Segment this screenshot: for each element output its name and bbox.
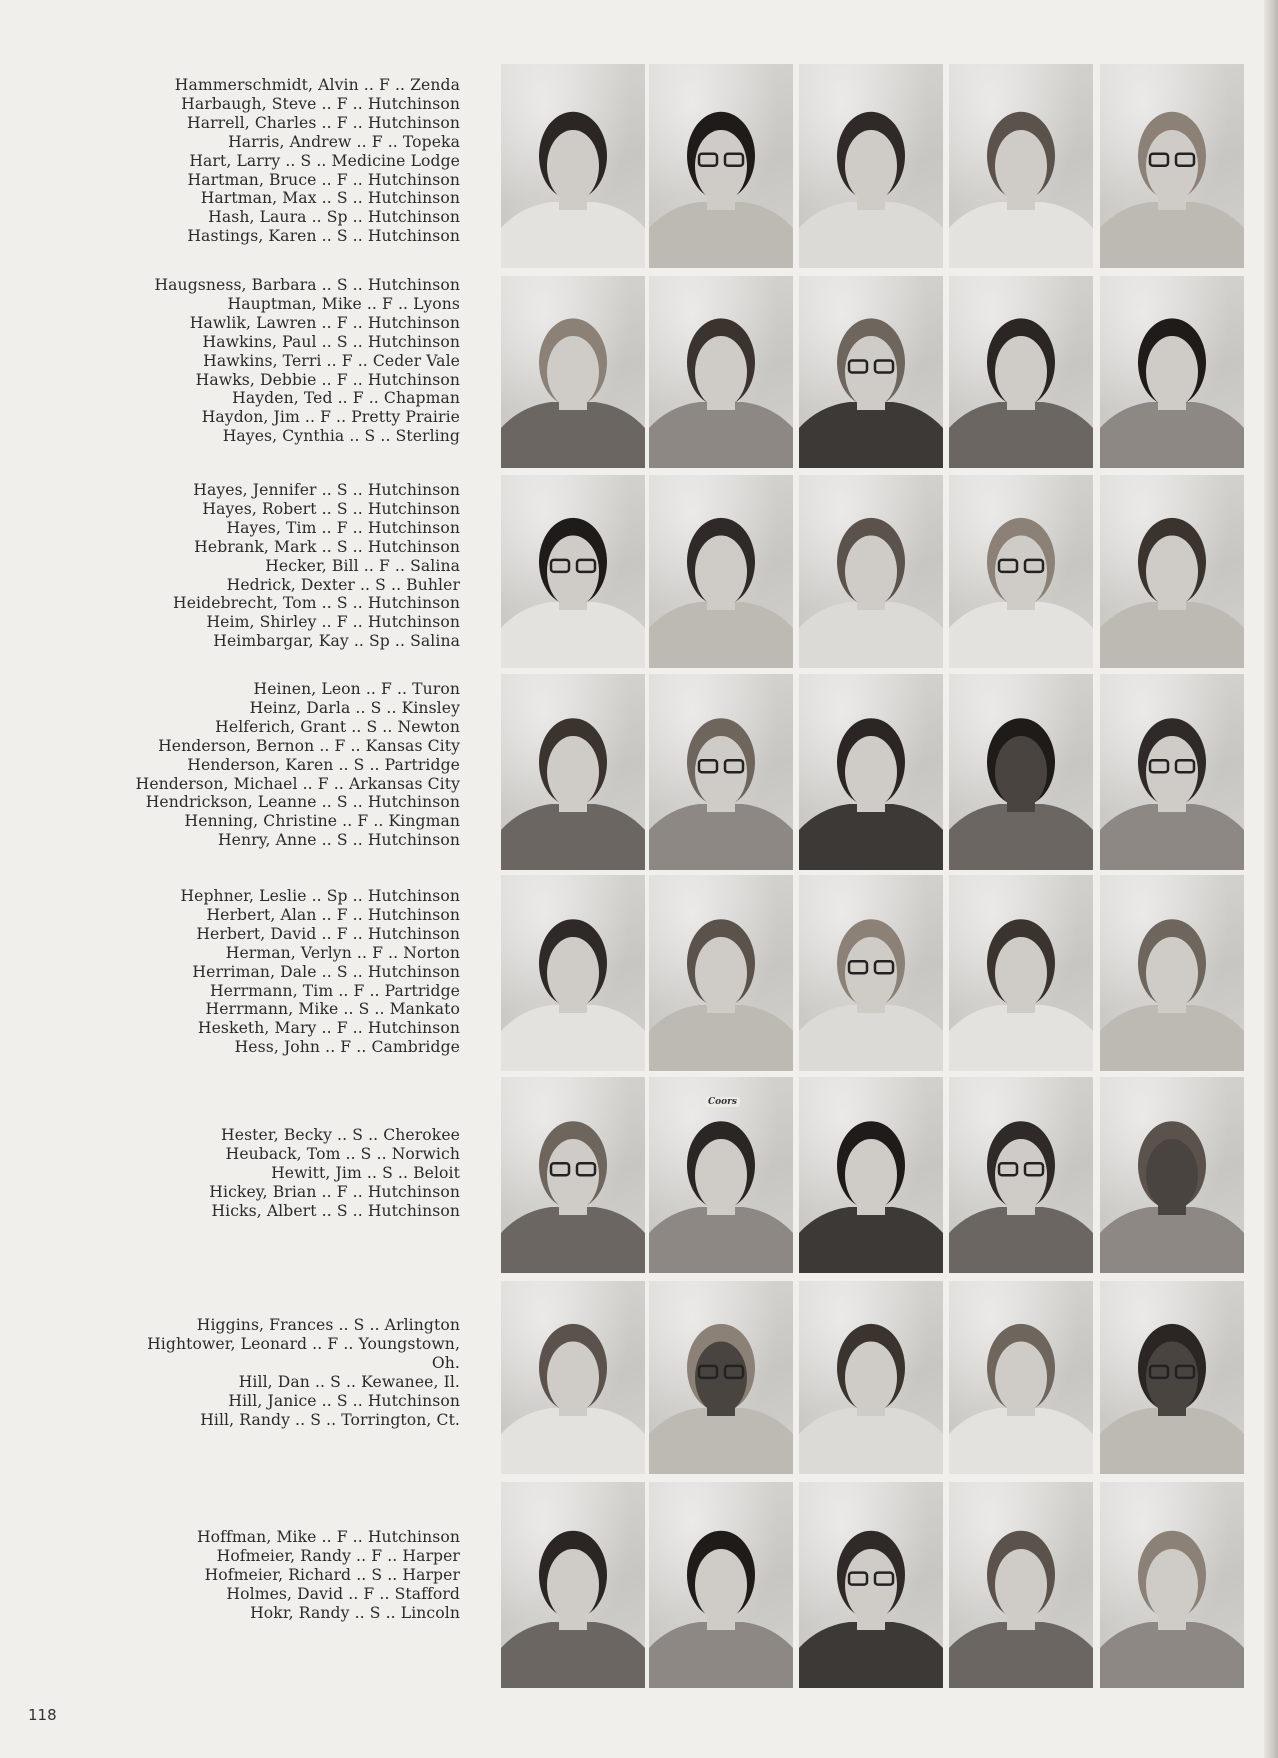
name-group (0, 1316, 460, 1429)
student-entry: Hecker, Bill .. F .. Salina (265, 556, 460, 575)
student-portrait (799, 674, 943, 870)
student-entry: Hayes, Cynthia .. S .. Sterling (222, 427, 460, 446)
student-portrait (1100, 64, 1244, 268)
student-portrait (501, 276, 645, 468)
student-entry: Hedrick, Dexter .. S .. Buhler (226, 575, 460, 594)
student-entry: Hephner, Leslie .. Sp .. Hutchinson (180, 887, 460, 905)
student-entry: Herman, Verlyn .. F .. Norton (225, 943, 460, 962)
student-portrait (1100, 674, 1244, 870)
student-portrait (949, 1281, 1093, 1474)
student-entry: Holmes, David .. F .. Stafford (226, 1584, 460, 1603)
student-entry: Hess, John .. F .. Cambridge (234, 1038, 460, 1057)
page-number: 118 (28, 1706, 57, 1724)
student-entry: Heim, Shirley .. F .. Hutchinson (206, 613, 460, 632)
student-entry: Hester, Becky .. S .. Cherokee (221, 1126, 460, 1144)
student-entry: Hawks, Debbie .. F .. Hutchinson (195, 370, 460, 389)
student-entry: Hebrank, Mark .. S .. Hutchinson (194, 537, 460, 556)
student-entry: Hastings, Karen .. S .. Hutchinson (187, 227, 460, 246)
student-portrait (799, 1482, 943, 1688)
student-entry: Hawlik, Lawren .. F .. Hutchinson (189, 313, 460, 332)
student-entry: Hill, Dan .. S .. Kewanee, Il. (238, 1372, 460, 1391)
student-entry: Herriman, Dale .. S .. Hutchinson (192, 962, 460, 981)
student-portrait (649, 64, 793, 268)
student-entry: Heinz, Darla .. S .. Kinsley (249, 698, 460, 717)
student-entry: Haugsness, Barbara .. S .. Hutchinson (154, 276, 460, 294)
student-portrait (799, 1077, 943, 1273)
name-group (0, 1126, 460, 1221)
student-entry: Hoffman, Mike .. F .. Hutchinson (196, 1528, 460, 1546)
student-entry: Hesketh, Mary .. F .. Hutchinson (197, 1019, 460, 1038)
student-portrait (799, 1281, 943, 1474)
student-portrait (799, 475, 943, 668)
student-entry: Henderson, Michael .. F .. Arkansas City (135, 774, 460, 793)
student-portrait (649, 1482, 793, 1688)
student-entry: Hill, Randy .. S .. Torrington, Ct. (200, 1410, 460, 1429)
student-entry: Hightower, Leonard .. F .. Youngstown, (147, 1334, 460, 1353)
student-entry: Henderson, Bernon .. F .. Kansas City (158, 736, 460, 755)
student-portrait (501, 64, 645, 268)
student-portrait (949, 1077, 1093, 1273)
student-entry: Hayes, Jennifer .. S .. Hutchinson (193, 481, 460, 499)
portrait-grid (501, 64, 1250, 1688)
student-portrait (949, 875, 1093, 1071)
student-entry: Higgins, Frances .. S .. Arlington (196, 1316, 460, 1334)
student-entry: Heimbargar, Kay .. Sp .. Salina (213, 632, 460, 651)
student-portrait (1100, 276, 1244, 468)
student-entry: Hammerschmidt, Alvin .. F .. Zenda (174, 76, 460, 94)
student-entry: Hartman, Bruce .. F .. Hutchinson (187, 170, 460, 189)
student-entry: Henning, Christine .. F .. Kingman (184, 812, 460, 831)
student-entry: Herbert, David .. F .. Hutchinson (196, 924, 460, 943)
student-portrait (649, 674, 793, 870)
student-entry: Hash, Laura .. Sp .. Hutchinson (208, 208, 460, 227)
name-group (0, 887, 460, 1057)
student-entry: Henderson, Karen .. S .. Partridge (187, 755, 460, 774)
name-group (0, 1528, 460, 1623)
student-portrait (799, 875, 943, 1071)
student-portrait (1100, 1482, 1244, 1688)
student-portrait (949, 64, 1093, 268)
student-portrait (1100, 1077, 1244, 1273)
student-entry: Hartman, Max .. S .. Hutchinson (200, 189, 460, 208)
student-entry: Hayes, Tim .. F .. Hutchinson (226, 518, 460, 537)
student-portrait (501, 1077, 645, 1273)
student-portrait (949, 1482, 1093, 1688)
student-portrait (649, 875, 793, 1071)
student-portrait (649, 1281, 793, 1474)
student-portrait (501, 674, 645, 870)
student-entry: Hokr, Randy .. S .. Lincoln (250, 1603, 460, 1622)
student-entry: Hawkins, Terri .. F .. Ceder Vale (203, 351, 460, 370)
student-entry: Hart, Larry .. S .. Medicine Lodge (189, 151, 460, 170)
student-entry: Harrell, Charles .. F .. Hutchinson (187, 113, 460, 132)
student-entry: Heinen, Leon .. F .. Turon (253, 680, 460, 698)
student-entry: Haydon, Jim .. F .. Pretty Prairie (201, 408, 460, 427)
student-portrait (1100, 1281, 1244, 1474)
student-entry: Hawkins, Paul .. S .. Hutchinson (202, 332, 460, 351)
student-entry: Hicks, Albert .. S .. Hutchinson (211, 1201, 460, 1220)
student-portrait (799, 64, 943, 268)
name-group (0, 680, 460, 850)
student-portrait (501, 875, 645, 1071)
student-portrait (799, 276, 943, 468)
student-portrait (501, 475, 645, 668)
student-entry: Hill, Janice .. S .. Hutchinson (228, 1391, 460, 1410)
name-group (0, 76, 460, 246)
student-portrait (649, 1077, 793, 1273)
name-group (0, 276, 460, 446)
student-portrait (949, 475, 1093, 668)
student-portrait (649, 475, 793, 668)
student-entry: Herbert, Alan .. F .. Hutchinson (206, 905, 460, 924)
student-entry: Henry, Anne .. S .. Hutchinson (217, 831, 460, 850)
student-portrait (949, 276, 1093, 468)
name-group (0, 481, 460, 651)
student-entry: Hendrickson, Leanne .. S .. Hutchinson (145, 793, 460, 812)
student-entry: Harbaugh, Steve .. F .. Hutchinson (181, 94, 460, 113)
student-entry: Hayes, Robert .. S .. Hutchinson (202, 499, 460, 518)
names-column (0, 0, 460, 1720)
student-entry: Hayden, Ted .. F .. Chapman (232, 389, 460, 408)
student-entry: Hauptman, Mike .. F .. Lyons (227, 294, 460, 313)
student-portrait (501, 1281, 645, 1474)
cap-logo: Coors (705, 1097, 740, 1107)
student-entry: Hickey, Brian .. F .. Hutchinson (209, 1182, 460, 1201)
student-entry: Hewitt, Jim .. S .. Beloit (271, 1163, 460, 1182)
student-portrait (649, 276, 793, 468)
book-spine-shadow (1264, 0, 1278, 1758)
student-entry: Hofmeier, Randy .. F .. Harper (216, 1546, 460, 1565)
student-entry: Heuback, Tom .. S .. Norwich (225, 1144, 460, 1163)
student-entry: Oh. (431, 1353, 460, 1372)
student-entry: Herrmann, Mike .. S .. Mankato (205, 1000, 460, 1019)
student-entry: Hofmeier, Richard .. S .. Harper (204, 1565, 460, 1584)
student-portrait (1100, 875, 1244, 1071)
student-portrait (1100, 475, 1244, 668)
student-entry: Helferich, Grant .. S .. Newton (215, 717, 460, 736)
student-portrait (949, 674, 1093, 870)
student-entry: Herrmann, Tim .. F .. Partridge (209, 981, 460, 1000)
student-portrait (501, 1482, 645, 1688)
student-entry: Harris, Andrew .. F .. Topeka (228, 132, 460, 151)
student-entry: Heidebrecht, Tom .. S .. Hutchinson (173, 594, 460, 613)
